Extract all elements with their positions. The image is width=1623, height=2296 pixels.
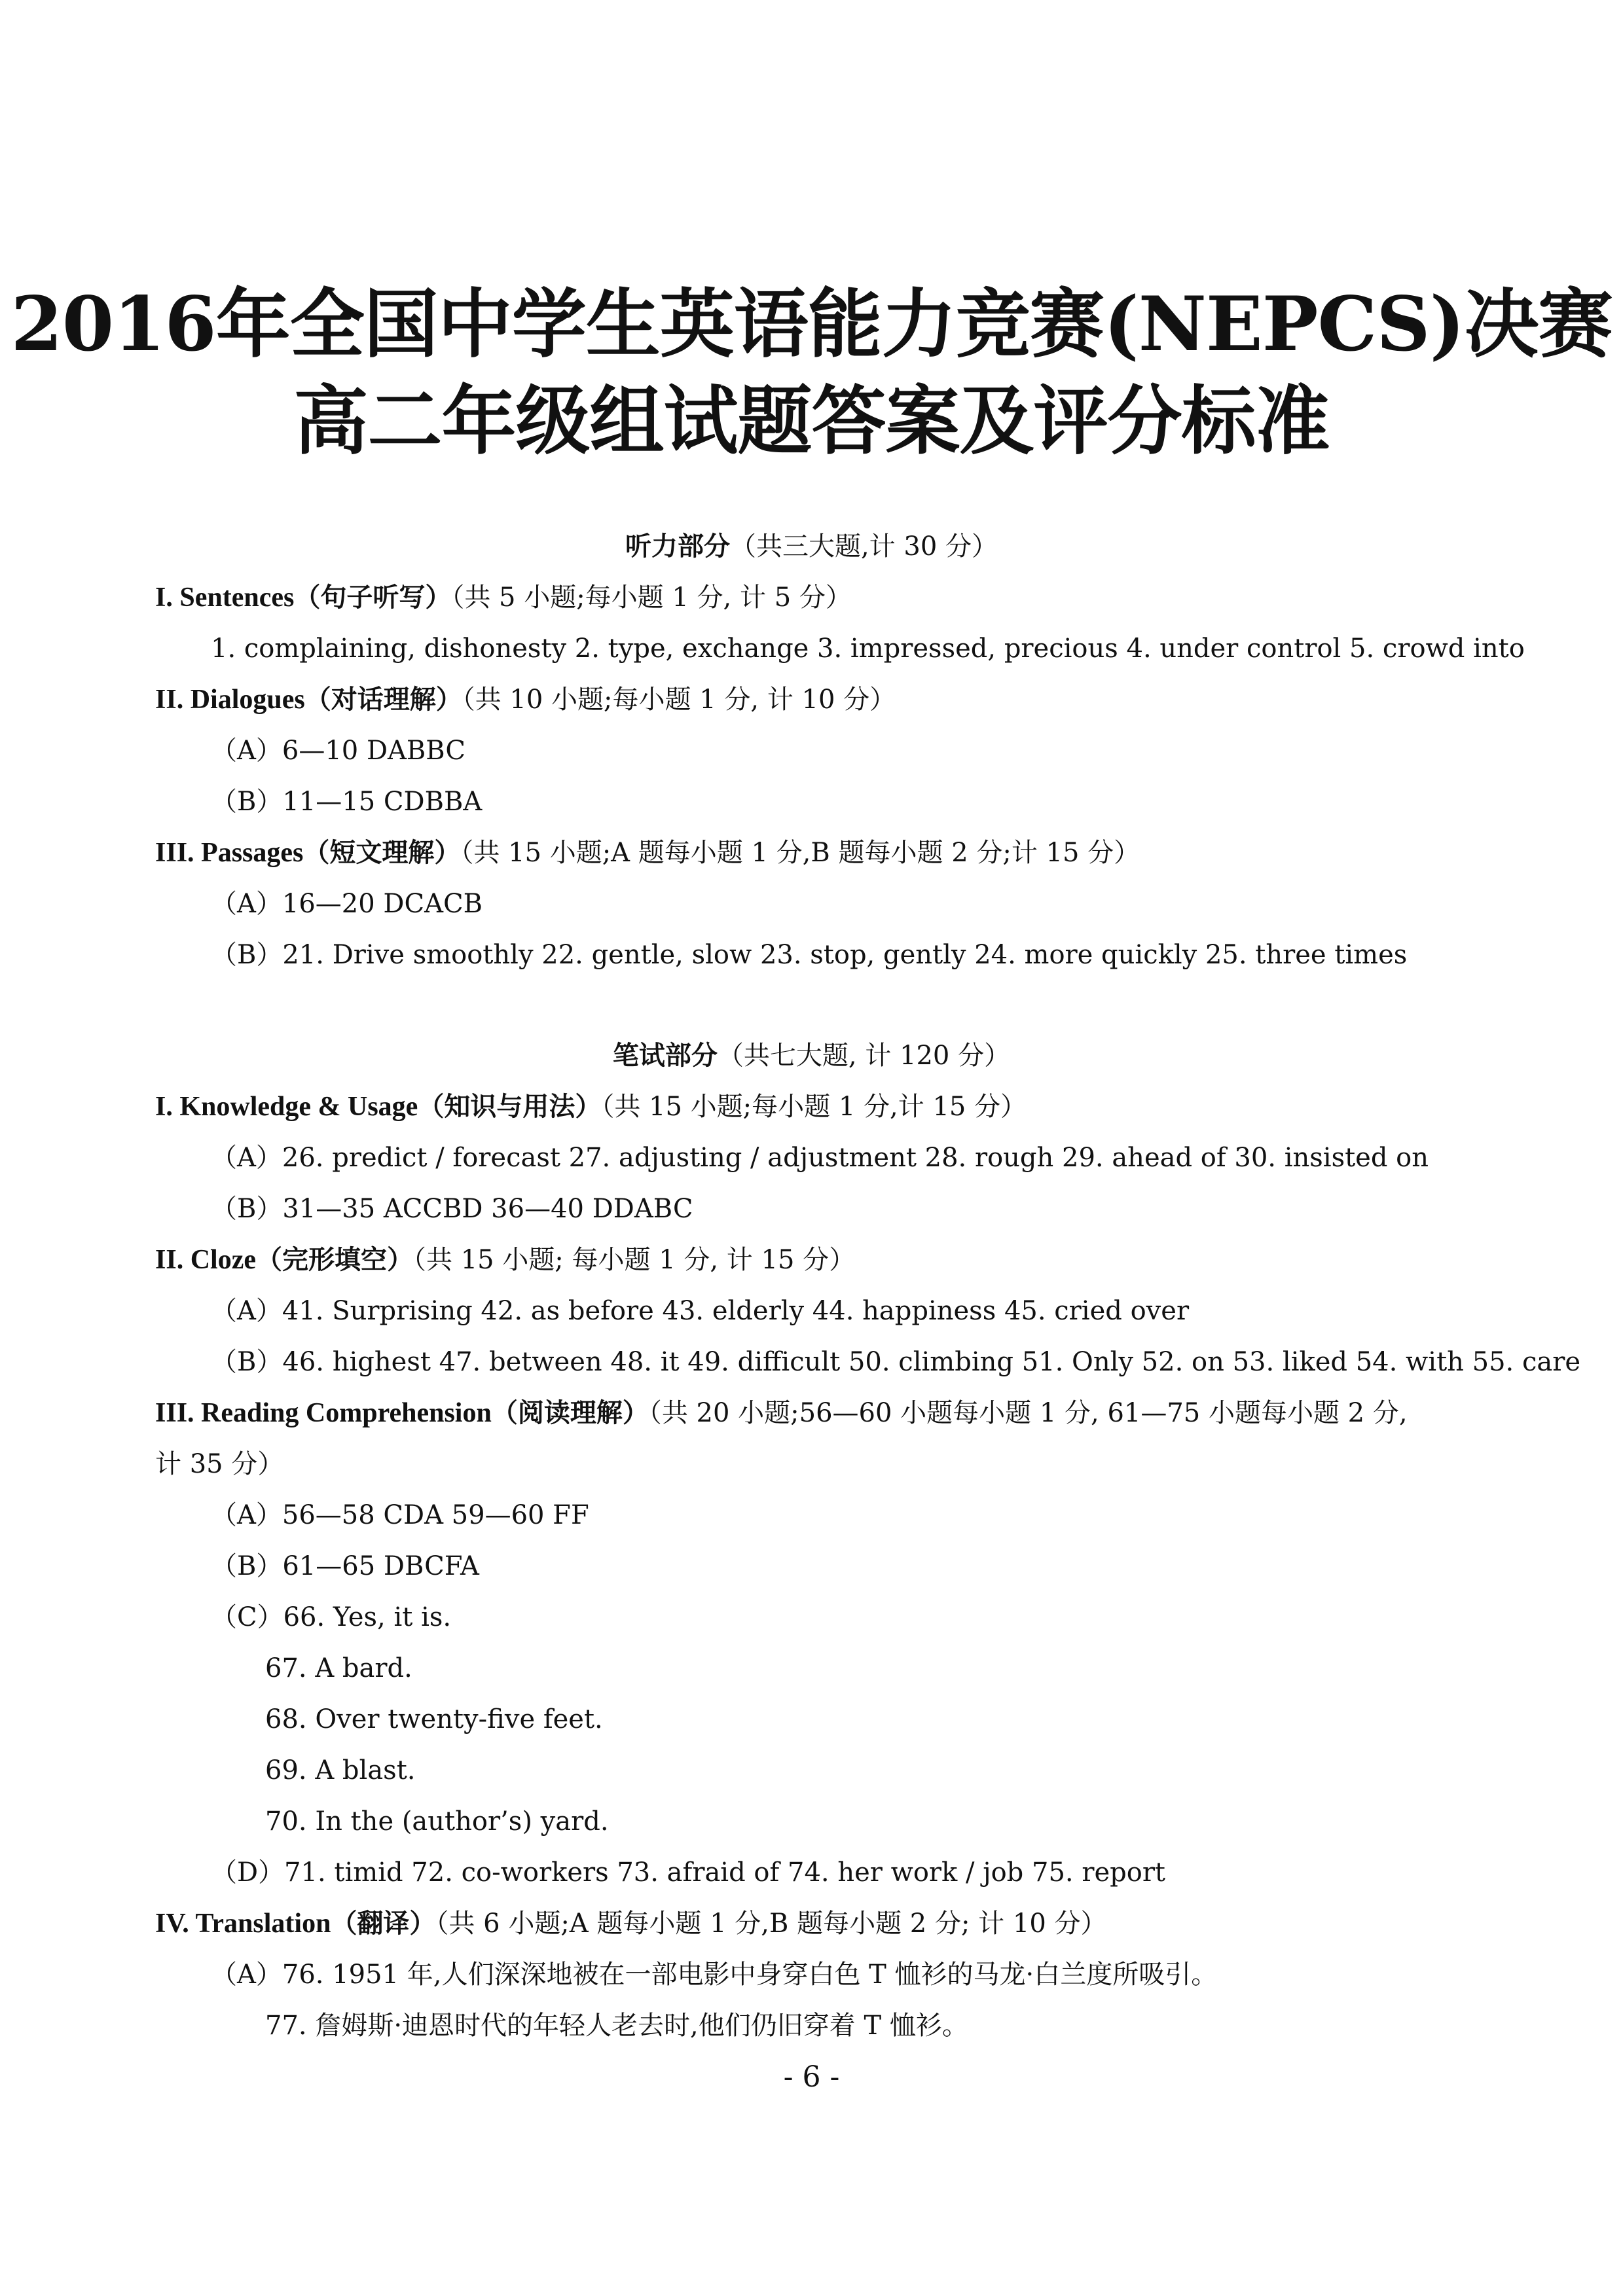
answer-line: （B）46. highest 47. between 48. it 49. difficult 50. climbing 51. Only 52. on 53. liked 54. with 55. care: [211, 1347, 1580, 1377]
section-dialogues-heading: [155, 683, 896, 716]
answer-line: 70. In the (author’s) yard.: [265, 1806, 609, 1837]
listening-heading-label: 听力部分: [625, 531, 730, 562]
page-number: - 6 -: [783, 2060, 840, 2094]
section-label: III. Reading Comprehension: [155, 1398, 492, 1428]
section-label: I. Knowledge & Usage: [155, 1092, 418, 1122]
answer-line: （A）16—20 DCACB: [211, 889, 483, 919]
answer-line: （A）41. Surprising 42. as before 43. elderly 44. happiness 45. cried over: [211, 1296, 1190, 1326]
section-passages-heading: [155, 836, 1140, 869]
section-label: IV. Translation: [155, 1909, 331, 1939]
section-cn: （翻译）: [331, 1908, 436, 1939]
section-note: （共 15 小题; 每小题 1 分, 计 15 分）: [412, 1245, 856, 1275]
document-title-line1: 2016年全国中学生英语能力竞赛(NEPCS)决赛: [10, 280, 1613, 368]
section-note: （共 15 小题;每小题 1 分,计 15 分）: [601, 1092, 1027, 1122]
section-note: （共 10 小题;每小题 1 分, 计 10 分）: [462, 685, 896, 715]
section-note: （共 20 小题;56—60 小题每小题 1 分, 61—75 小题每小题 2 分,: [648, 1398, 1408, 1428]
writing-heading-label: 笔试部分: [612, 1040, 718, 1071]
answer-line: （A）26. predict / forecast 27. adjusting / adjustment 28. rough 29. ahead of 30. insisted on: [211, 1143, 1429, 1173]
answer-line: （B）31—35 ACCBD 36—40 DDABC: [211, 1194, 693, 1224]
section-cloze-heading: [155, 1244, 855, 1276]
answer-line: （B）21. Drive smoothly 22. gentle, slow 23. stop, gently 24. more quickly 25. three times: [211, 940, 1408, 970]
section-cn: （短文理解）: [303, 837, 461, 868]
answer-line: （A）76. 1951 年,人们深深地被在一部电影中身穿白色 T 恤衫的马龙·白兰度所吸引。: [211, 1960, 1218, 1990]
section-knowledge-heading: [155, 1090, 1027, 1123]
listening-heading: [0, 530, 1623, 563]
answer-line: 67. A bard.: [265, 1653, 412, 1683]
section-label: II. Cloze: [155, 1245, 256, 1275]
writing-heading-note: （共七大题, 计 120 分）: [717, 1041, 1011, 1071]
answer-line: （B）11—15 CDBBA: [211, 787, 483, 817]
section-note-continued: 计 35 分）: [155, 1449, 284, 1479]
section-sentences-heading: [155, 581, 852, 614]
answer-line: （A）6—10 DABBC: [211, 736, 466, 766]
listening-heading-note: （共三大题,计 30 分）: [729, 531, 998, 562]
section-cn: （句子听写）: [294, 582, 452, 613]
section-reading-heading: [155, 1397, 1408, 1429]
section-cn: （完形填空）: [255, 1244, 413, 1275]
section-cn: （阅读理解）: [491, 1397, 649, 1428]
section-note: （共 6 小题;A 题每小题 1 分,B 题每小题 2 分; 计 10 分）: [435, 1909, 1107, 1939]
writing-heading: [0, 1039, 1623, 1072]
answer-line: 68. Over twenty-five feet.: [265, 1704, 603, 1734]
section-note: （共 5 小题;每小题 1 分, 计 5 分）: [451, 583, 852, 613]
answer-line: 1. complaining, dishonesty 2. type, exchange 3. impressed, precious 4. under control 5. crowd into: [211, 634, 1525, 664]
document-title-line2: 高二年级组试题答案及评分标准: [293, 377, 1330, 465]
section-cn: （对话理解）: [304, 684, 462, 715]
section-label: III. Passages: [155, 838, 304, 868]
section-note: （共 15 小题;A 题每小题 1 分,B 题每小题 2 分;计 15 分）: [460, 838, 1140, 868]
answer-line: （D）71. timid 72. co-workers 73. afraid of 74. her work / job 75. report: [211, 1857, 1166, 1888]
section-translation-heading: [155, 1907, 1107, 1940]
answer-line: 69. A blast.: [265, 1755, 416, 1785]
answer-line: （C）66. Yes, it is.: [211, 1602, 452, 1632]
section-label: II. Dialogues: [155, 685, 305, 715]
answer-line: （B）61—65 DBCFA: [211, 1551, 479, 1581]
answer-line: （A）56—58 CDA 59—60 FF: [211, 1500, 589, 1530]
answer-line: 77. 詹姆斯·迪恩时代的年轻人老去时,他们仍旧穿着 T 恤衫。: [265, 2011, 968, 2041]
section-cn: （知识与用法）: [418, 1091, 602, 1122]
section-label: I. Sentences: [155, 583, 295, 613]
